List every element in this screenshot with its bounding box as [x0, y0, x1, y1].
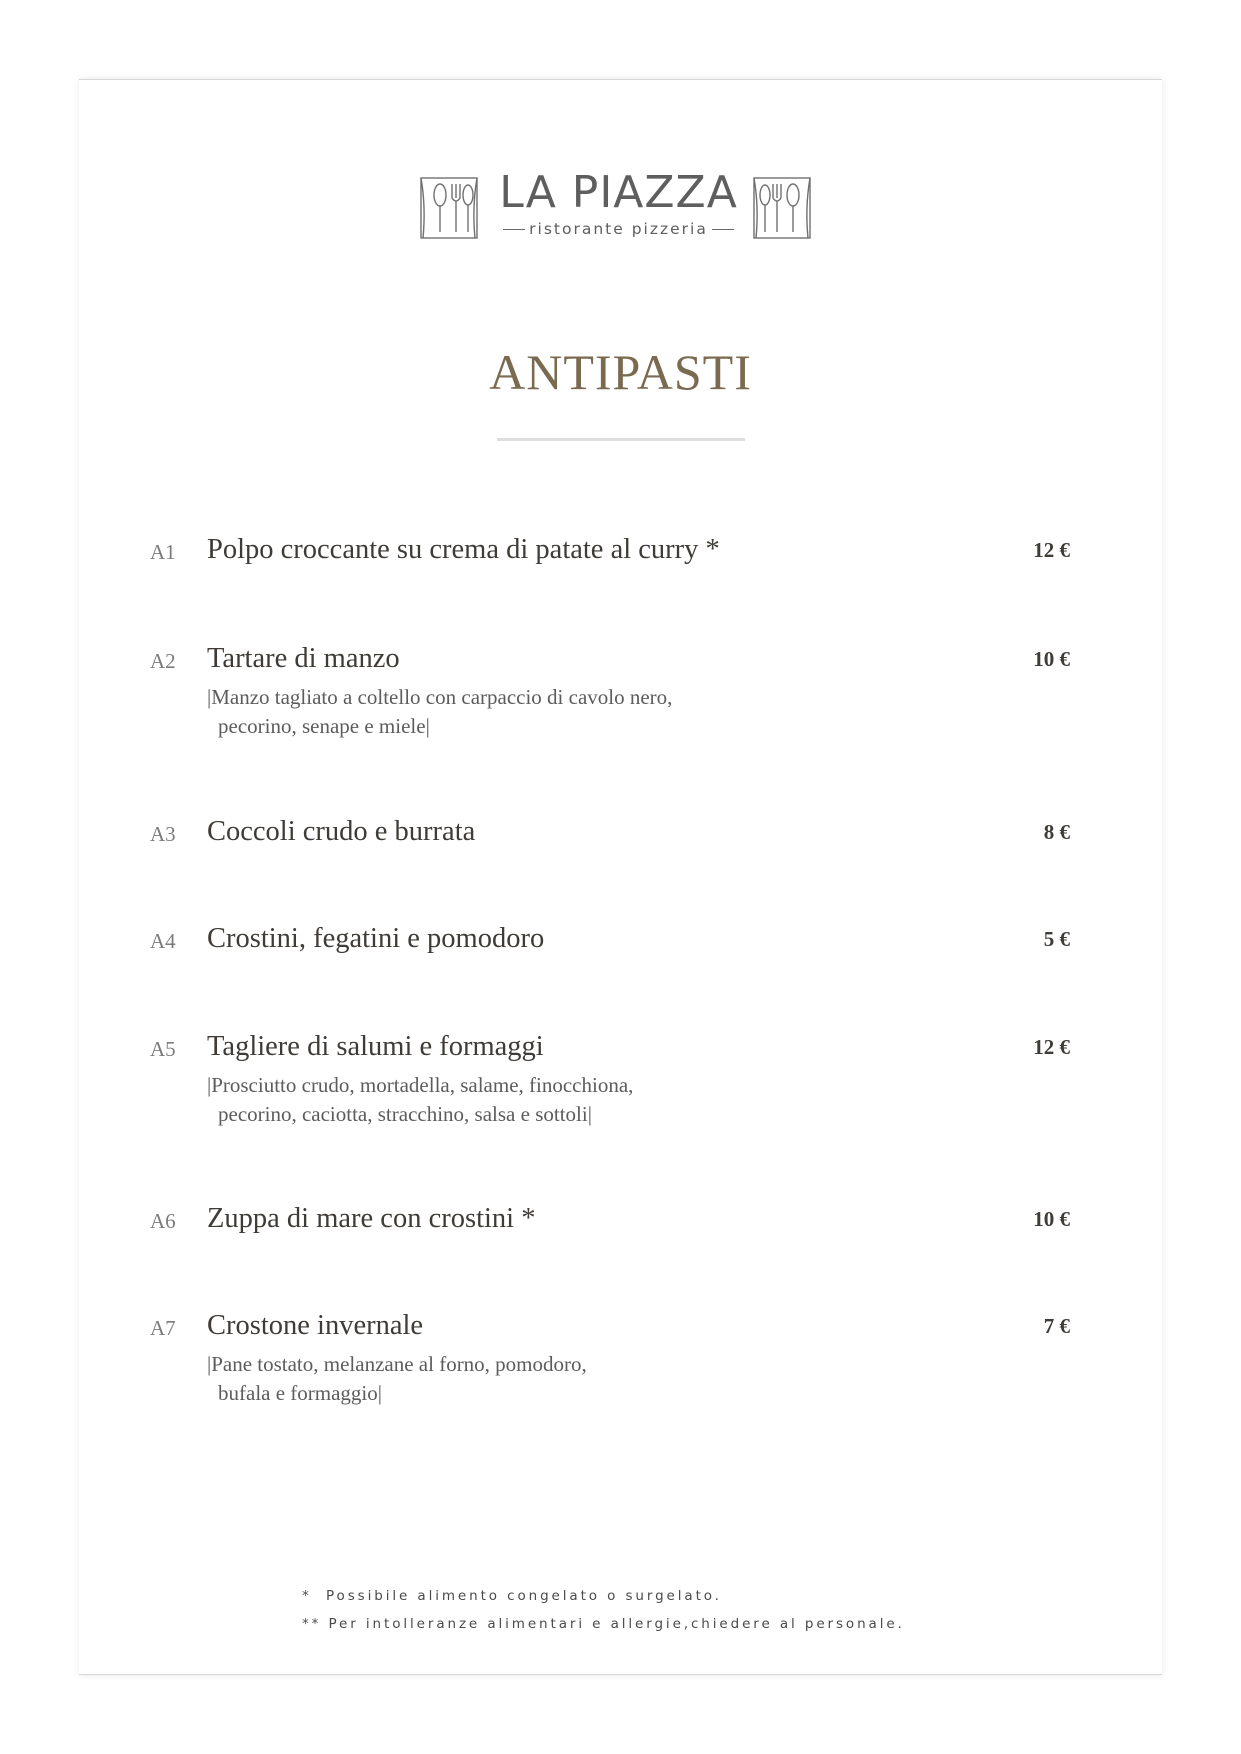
item-name: Polpo croccante su crema di patate al curry * — [207, 534, 720, 565]
item-description-line: pecorino, caciotta, stracchino, salsa e sottoli| — [218, 1102, 592, 1126]
footnote-mark: * — [302, 1588, 312, 1604]
item-code: A4 — [150, 929, 176, 953]
brand-logo — [420, 167, 820, 242]
item-code: A2 — [150, 649, 176, 673]
item-price: 5 € — [1043, 927, 1070, 951]
item-name: Zuppa di mare con crostini * — [207, 1203, 536, 1234]
section-title: ANTIPASTI — [489, 344, 752, 400]
item-price: 12 € — [1033, 1035, 1070, 1059]
item-price: 12 € — [1033, 538, 1070, 562]
item-description — [207, 683, 672, 741]
footnote-frozen — [302, 1582, 905, 1610]
item-description-line: pecorino, senape e miele| — [218, 714, 430, 738]
item-code: A7 — [150, 1316, 176, 1340]
title-divider — [497, 438, 745, 441]
footnotes — [302, 1582, 905, 1638]
item-price: 8 € — [1043, 820, 1070, 844]
brand-subtitle — [490, 220, 747, 238]
item-name: Tartare di manzo — [207, 643, 400, 674]
item-price: 10 € — [1033, 647, 1070, 671]
item-description — [207, 1350, 587, 1408]
item-description-line: |Pane tostato, melanzane al forno, pomodoro, — [207, 1352, 587, 1376]
cutlery-curtain-icon — [753, 177, 811, 239]
item-name: Coccoli crudo e burrata — [207, 816, 476, 847]
item-name: Crostone invernale — [207, 1310, 424, 1341]
item-code: A6 — [150, 1209, 176, 1233]
item-code: A5 — [150, 1037, 176, 1061]
item-description-line: |Prosciutto crudo, mortadella, salame, finocchiona, — [207, 1073, 634, 1097]
item-price: 7 € — [1043, 1314, 1070, 1338]
item-code: A1 — [150, 540, 176, 564]
item-name: Crostini, fegatini e pomodoro — [207, 923, 545, 954]
cutlery-curtain-icon — [420, 177, 478, 239]
item-description — [207, 1071, 633, 1129]
item-description-line: bufala e formaggio| — [218, 1381, 382, 1405]
brand-subtitle-text: ristorante pizzeria — [529, 220, 708, 238]
item-description-line: |Manzo tagliato a coltello con carpaccio di cavolo nero, — [207, 685, 673, 709]
item-code: A3 — [150, 822, 176, 846]
item-name: Tagliere di salumi e formaggi — [207, 1031, 544, 1062]
item-price: 10 € — [1033, 1207, 1070, 1231]
footnote-text: Possibile alimento congelato o surgelato. — [326, 1588, 722, 1604]
brand-name: LA PIAZZA — [499, 167, 738, 218]
footnote-allergies: ** Per intolleranze alimentari e allergie,chiedere al personale. — [302, 1616, 905, 1632]
menu-page-frame — [79, 79, 1162, 1675]
